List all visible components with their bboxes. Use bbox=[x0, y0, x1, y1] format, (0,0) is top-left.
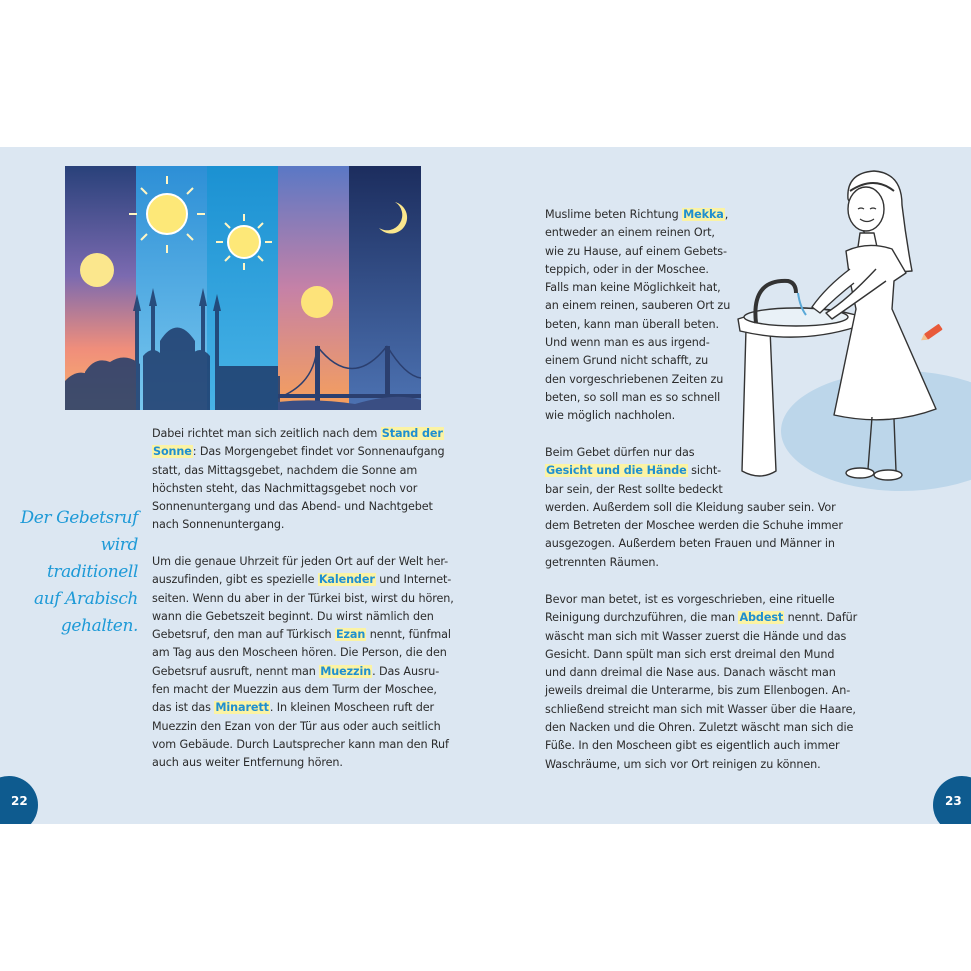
right-paragraph-3: Bevor man betet, ist es vorgeschrieben, eine rituelle Reinigung durchzuführen, die man Abdest nennt. Dafür wäscht man sich mit Wasser zuerst die Hände und das Gesicht. Dann spült man sich erst dreimal den Mund und dann dreimal die Nase aus. Danach wäscht man jeweils dreimal die Unterarme, bis zum Ellenbogen. An- schließend streicht man sich mit Wasser über die Haare, den Nacken und die Ohren. Zuletzt wäscht man sich die Füße. In den Moscheen gibt es eigentlich auch immer Waschräume, um sich vor Ort reinigen zu können. bbox=[545, 593, 858, 771]
highlighted-term: Minarett bbox=[215, 701, 269, 715]
left-paragraph-1: Dabei richtet man sich zeitlich nach dem Stand der Sonne: Das Morgengebet findet vor Sonnenaufgang statt, das Mittagsgebet, nachdem die Sonne am höchsten steht, das Nachmittagsgebet noch vor Sonnenuntergang und das Abend- und Nachtgebet nach Sonnenuntergang. bbox=[152, 427, 445, 532]
highlighted-term: Stand der bbox=[381, 427, 443, 440]
book-spread bbox=[0, 147, 971, 824]
highlighted-term: Muezzin bbox=[320, 664, 372, 678]
highlighted-term: Gesicht und die Hände bbox=[546, 464, 687, 478]
callout-quote bbox=[14, 505, 138, 640]
sun-icon bbox=[80, 253, 114, 287]
left-paragraph-2: Um die genaue Uhrzeit für jeden Ort auf der Welt her- auszufinden, gibt es spezielle Kalender und Internet- seiten. Wenn du aber in der Türkei bist, wirst du hören, wann die Gebetszeit beginnt. Du wirst nämlich den Gebetsruf, den man auf Türkisch Ezan nennt, fünfmal am Tag aus den Moscheen hören. Die Person, die den Gebetsruf ausruft, nennt man Muezzin. Das Ausru- fen macht der Muezzin aus dem Turm der Moschee, das ist das Minarett. In kleinen Moscheen ruft der Muezzin den Ezan von der Tür aus oder auch seitlich vom Gebäude. Durch Lautsprecher kann man den Ruf auch aus weiter Entfernung hören. bbox=[152, 555, 454, 770]
sun-icon bbox=[301, 286, 333, 318]
girl-shoe bbox=[846, 468, 874, 478]
callout-line: Der Gebetsruf bbox=[20, 508, 138, 528]
pencil-icon bbox=[919, 324, 943, 343]
girl-shoe bbox=[874, 470, 902, 480]
highlighted-term: Ezan bbox=[335, 628, 366, 642]
highlighted-term: Mekka bbox=[683, 208, 724, 221]
page-number-right: 23 bbox=[933, 776, 971, 824]
highlighted-term: Abdest bbox=[739, 611, 784, 625]
right-paragraph-1: Muslime beten Richtung Mekka, entweder an einem reinen Ort, wie zu Hause, auf einem Gebets- teppich, oder in der Moschee. Falls man keine Möglichkeit hat, an einem reinen, sauberen Ort zu beten, kann man überall beten. Und wenn man es aus irgend- einem Grund nicht schafft, zu den vorgeschriebenen Zeiten zu beten, so soll man es so schnell wie möglich nachholen. bbox=[545, 208, 731, 423]
right-paragraph-2: Beim Gebet dürfen nur das Gesicht und die Hände sicht- bar sein, der Rest sollte bedeckt werden. Außerdem soll die Kleidung sauber sein. Vor dem Betreten der Moschee werden die Schuhe immer ausgezogen. Außerdem beten Frauen und Männer in getrennten Räumen. bbox=[545, 446, 843, 569]
callout-line: gehalten. bbox=[60, 616, 138, 636]
sink-pedestal bbox=[742, 329, 776, 476]
highlighted-term: Sonne bbox=[153, 445, 192, 459]
callout-line: wird traditionell bbox=[47, 535, 138, 582]
prayer-times-illustration bbox=[65, 166, 421, 410]
callout-line: auf Arabisch bbox=[33, 589, 138, 609]
page-number-left: 22 bbox=[0, 776, 38, 824]
girl-face bbox=[848, 187, 884, 231]
girl-washing-illustration bbox=[726, 169, 971, 499]
highlighted-term: Kalender bbox=[318, 573, 375, 587]
